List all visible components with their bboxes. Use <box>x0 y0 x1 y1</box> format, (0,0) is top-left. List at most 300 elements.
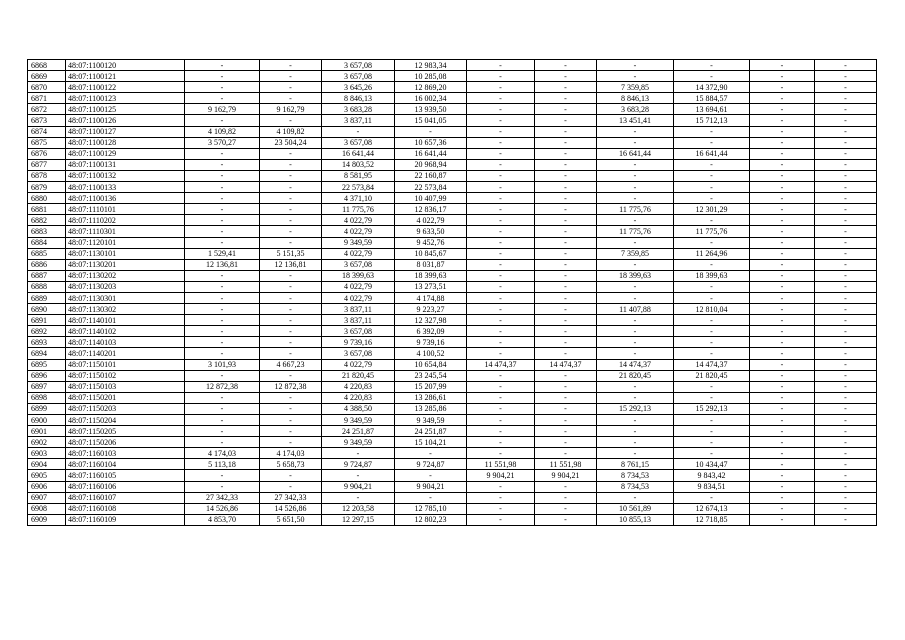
cell-value-col-9: - <box>750 326 815 337</box>
cell-value-col-8: 14 372,90 <box>674 82 750 93</box>
cell-value-col-8: - <box>674 215 750 226</box>
cell-value-col-6: - <box>535 281 597 292</box>
cell-value-col-1: - <box>185 370 260 381</box>
cell-value-col-10: - <box>815 426 877 437</box>
cell-value-col-4: 8 031,87 <box>395 259 467 270</box>
table-row <box>28 104 877 115</box>
cell-value-col-6: - <box>535 270 597 281</box>
table-row <box>28 359 877 370</box>
cell-value-col-9: - <box>750 292 815 303</box>
cadastral-value-table <box>27 59 877 526</box>
cell-value-col-5: 9 904,21 <box>467 470 535 481</box>
cell-row-number: 6905 <box>28 470 66 481</box>
cell-cadastral-number: 48:07:1150102 <box>66 370 185 381</box>
cell-value-col-6: - <box>535 148 597 159</box>
table-row <box>28 193 877 204</box>
table-row <box>28 337 877 348</box>
cell-row-number: 6875 <box>28 137 66 148</box>
cell-value-col-3: 3 645,26 <box>322 82 395 93</box>
cell-value-col-4: 10 845,67 <box>395 248 467 259</box>
cell-value-col-4: 9 724,87 <box>395 459 467 470</box>
cell-value-col-2: - <box>260 292 322 303</box>
cell-value-col-10: - <box>815 82 877 93</box>
cell-value-col-5: - <box>467 115 535 126</box>
cell-value-col-1: - <box>185 182 260 193</box>
cell-value-col-2: - <box>260 370 322 381</box>
cell-value-col-3: - <box>322 492 395 503</box>
table-row <box>28 403 877 414</box>
cell-row-number: 6880 <box>28 193 66 204</box>
cell-value-col-2: - <box>260 403 322 414</box>
cell-row-number: 6876 <box>28 148 66 159</box>
cell-value-col-2: 12 872,38 <box>260 381 322 392</box>
cell-value-col-6: - <box>535 503 597 514</box>
cell-value-col-9: - <box>750 237 815 248</box>
cell-cadastral-number: 48:07:1110202 <box>66 215 185 226</box>
cell-cadastral-number: 48:07:1160103 <box>66 448 185 459</box>
cell-value-col-4: 12 983,34 <box>395 60 467 71</box>
cell-value-col-5: - <box>467 60 535 71</box>
cell-value-col-1: - <box>185 204 260 215</box>
cell-row-number: 6898 <box>28 392 66 403</box>
cell-value-col-1: - <box>185 426 260 437</box>
cell-value-col-5: - <box>467 514 535 525</box>
cell-value-col-3: 3 837,11 <box>322 315 395 326</box>
cell-value-col-5: 11 551,98 <box>467 459 535 470</box>
cell-value-col-8: 12 718,85 <box>674 514 750 525</box>
cell-cadastral-number: 48:07:1140201 <box>66 348 185 359</box>
cell-value-col-5: - <box>467 193 535 204</box>
table-row <box>28 492 877 503</box>
cell-value-col-8: 15 884,57 <box>674 93 750 104</box>
cell-value-col-8: 11 264,96 <box>674 248 750 259</box>
cell-value-col-4: 9 223,27 <box>395 304 467 315</box>
cell-value-col-3: 12 297,15 <box>322 514 395 525</box>
cell-cadastral-number: 48:07:1160104 <box>66 459 185 470</box>
cell-value-col-3: 18 399,63 <box>322 270 395 281</box>
cell-value-col-7: - <box>597 126 674 137</box>
table-row <box>28 437 877 448</box>
cell-value-col-8: - <box>674 237 750 248</box>
cell-value-col-1: 3 101,93 <box>185 359 260 370</box>
cell-cadastral-number: 48:07:1130101 <box>66 248 185 259</box>
cell-value-col-6: - <box>535 415 597 426</box>
cell-value-col-10: - <box>815 437 877 448</box>
cell-value-col-2: - <box>260 415 322 426</box>
cell-value-col-3: 4 220,83 <box>322 392 395 403</box>
cell-row-number: 6883 <box>28 226 66 237</box>
table-row <box>28 470 877 481</box>
cell-value-col-9: - <box>750 381 815 392</box>
cell-value-col-1: - <box>185 82 260 93</box>
cell-value-col-2: - <box>260 392 322 403</box>
cell-value-col-8: 13 694,61 <box>674 104 750 115</box>
cell-value-col-7: 3 683,28 <box>597 104 674 115</box>
table-row <box>28 270 877 281</box>
cell-value-col-8: 12 301,29 <box>674 204 750 215</box>
cell-value-col-9: - <box>750 459 815 470</box>
cell-value-col-2: - <box>260 226 322 237</box>
table-row <box>28 226 877 237</box>
cell-cadastral-number: 48:07:1100122 <box>66 82 185 93</box>
cell-value-col-6: - <box>535 237 597 248</box>
cell-value-col-10: - <box>815 304 877 315</box>
cell-value-col-6: - <box>535 60 597 71</box>
cell-value-col-7: 7 359,85 <box>597 248 674 259</box>
table-row <box>28 348 877 359</box>
cell-value-col-3: 3 837,11 <box>322 304 395 315</box>
cell-row-number: 6896 <box>28 370 66 381</box>
cell-value-col-6: - <box>535 126 597 137</box>
cell-value-col-9: - <box>750 215 815 226</box>
cell-value-col-4: 22 160,87 <box>395 170 467 181</box>
cell-value-col-5: - <box>467 315 535 326</box>
cell-value-col-4: 15 104,21 <box>395 437 467 448</box>
cell-value-col-10: - <box>815 248 877 259</box>
cell-value-col-8: - <box>674 337 750 348</box>
cell-value-col-10: - <box>815 215 877 226</box>
cell-value-col-3: 12 203,58 <box>322 503 395 514</box>
cell-value-col-3: 9 349,59 <box>322 415 395 426</box>
cell-value-col-9: - <box>750 403 815 414</box>
cell-value-col-3: 9 724,87 <box>322 459 395 470</box>
cell-value-col-4: 24 251,87 <box>395 426 467 437</box>
cell-value-col-9: - <box>750 137 815 148</box>
cell-row-number: 6869 <box>28 71 66 82</box>
cell-cadastral-number: 48:07:1100133 <box>66 182 185 193</box>
cell-row-number: 6908 <box>28 503 66 514</box>
cell-value-col-6: - <box>535 370 597 381</box>
cell-value-col-5: - <box>467 415 535 426</box>
table-row <box>28 82 877 93</box>
cell-value-col-5: - <box>467 370 535 381</box>
cell-value-col-4: 6 392,09 <box>395 326 467 337</box>
cell-value-col-2: - <box>260 82 322 93</box>
cell-value-col-2: 5 151,35 <box>260 248 322 259</box>
cell-value-col-3: 14 803,52 <box>322 159 395 170</box>
cell-value-col-9: - <box>750 71 815 82</box>
cell-row-number: 6899 <box>28 403 66 414</box>
cell-value-col-5: - <box>467 71 535 82</box>
cell-value-col-2: - <box>260 470 322 481</box>
cell-value-col-2: 4 174,03 <box>260 448 322 459</box>
cell-value-col-10: - <box>815 481 877 492</box>
cell-cadastral-number: 48:07:1150201 <box>66 392 185 403</box>
cell-cadastral-number: 48:07:1100120 <box>66 60 185 71</box>
table-row <box>28 248 877 259</box>
cell-value-col-3: 4 022,79 <box>322 215 395 226</box>
cell-value-col-5: - <box>467 492 535 503</box>
table-row <box>28 182 877 193</box>
cell-value-col-3: 3 657,08 <box>322 71 395 82</box>
cell-value-col-7: - <box>597 193 674 204</box>
cell-value-col-7: 14 474,37 <box>597 359 674 370</box>
table-row <box>28 370 877 381</box>
cell-value-col-4: 9 904,21 <box>395 481 467 492</box>
cell-value-col-8: - <box>674 182 750 193</box>
cell-value-col-10: - <box>815 348 877 359</box>
cell-value-col-4: 10 407,99 <box>395 193 467 204</box>
cell-value-col-7: - <box>597 237 674 248</box>
cell-value-col-7: 8 734,53 <box>597 481 674 492</box>
cell-row-number: 6904 <box>28 459 66 470</box>
cell-value-col-5: - <box>467 148 535 159</box>
cell-value-col-10: - <box>815 137 877 148</box>
cell-value-col-7: 11 407,88 <box>597 304 674 315</box>
cell-value-col-1: - <box>185 226 260 237</box>
cell-value-col-8: 11 775,76 <box>674 226 750 237</box>
cell-value-col-3: 11 775,76 <box>322 204 395 215</box>
cell-cadastral-number: 48:07:1100125 <box>66 104 185 115</box>
cell-row-number: 6873 <box>28 115 66 126</box>
cell-value-col-10: - <box>815 415 877 426</box>
cell-value-col-6: 14 474,37 <box>535 359 597 370</box>
cell-value-col-6: - <box>535 315 597 326</box>
cell-value-col-9: - <box>750 337 815 348</box>
cell-value-col-9: - <box>750 226 815 237</box>
cell-value-col-7: 8 761,15 <box>597 459 674 470</box>
cell-value-col-3: - <box>322 448 395 459</box>
cell-value-col-5: - <box>467 159 535 170</box>
cell-value-col-9: - <box>750 503 815 514</box>
cell-row-number: 6906 <box>28 481 66 492</box>
cell-value-col-2: 27 342,33 <box>260 492 322 503</box>
cell-value-col-9: - <box>750 481 815 492</box>
cell-value-col-7: - <box>597 159 674 170</box>
cell-value-col-4: 20 968,94 <box>395 159 467 170</box>
cell-value-col-3: 3 837,11 <box>322 115 395 126</box>
cell-value-col-9: - <box>750 415 815 426</box>
cell-cadastral-number: 48:07:1130202 <box>66 270 185 281</box>
cell-value-col-10: - <box>815 514 877 525</box>
cell-value-col-6: - <box>535 348 597 359</box>
cell-value-col-10: - <box>815 193 877 204</box>
cell-row-number: 6877 <box>28 159 66 170</box>
cell-value-col-2: - <box>260 426 322 437</box>
cell-value-col-4: 10 285,08 <box>395 71 467 82</box>
cell-value-col-7: 13 451,41 <box>597 115 674 126</box>
cell-value-col-4: 13 273,51 <box>395 281 467 292</box>
table-row <box>28 503 877 514</box>
cell-value-col-9: - <box>750 248 815 259</box>
cell-value-col-3: 3 657,08 <box>322 259 395 270</box>
cell-value-col-3: 9 349,59 <box>322 437 395 448</box>
cell-value-col-1: - <box>185 281 260 292</box>
cell-row-number: 6878 <box>28 170 66 181</box>
cell-cadastral-number: 48:07:1130201 <box>66 259 185 270</box>
cell-value-col-6: - <box>535 492 597 503</box>
cell-value-col-7: 18 399,63 <box>597 270 674 281</box>
cell-value-col-1: 12 872,38 <box>185 381 260 392</box>
cell-value-col-4: - <box>395 492 467 503</box>
cell-row-number: 6868 <box>28 60 66 71</box>
table-row <box>28 304 877 315</box>
cell-value-col-6: - <box>535 204 597 215</box>
cell-value-col-5: - <box>467 137 535 148</box>
cell-value-col-3: 3 657,08 <box>322 60 395 71</box>
table-row <box>28 159 877 170</box>
cell-value-col-5: - <box>467 82 535 93</box>
cell-value-col-2: - <box>260 93 322 104</box>
cell-value-col-6: - <box>535 182 597 193</box>
cell-value-col-6: 11 551,98 <box>535 459 597 470</box>
table-row <box>28 426 877 437</box>
cell-value-col-2: 5 658,73 <box>260 459 322 470</box>
cell-value-col-5: - <box>467 237 535 248</box>
cell-value-col-2: 4 667,23 <box>260 359 322 370</box>
table-row <box>28 71 877 82</box>
cell-value-col-4: 4 022,79 <box>395 215 467 226</box>
cell-value-col-5: - <box>467 170 535 181</box>
cell-cadastral-number: 48:07:1140103 <box>66 337 185 348</box>
cell-value-col-2: - <box>260 182 322 193</box>
cell-value-col-8: - <box>674 170 750 181</box>
cell-value-col-9: - <box>750 315 815 326</box>
cell-value-col-4: 12 785,10 <box>395 503 467 514</box>
cell-value-col-6: - <box>535 259 597 270</box>
table-row <box>28 237 877 248</box>
cell-value-col-1: - <box>185 326 260 337</box>
cell-value-col-2: 23 504,24 <box>260 137 322 148</box>
cell-value-col-9: - <box>750 82 815 93</box>
cell-value-col-9: - <box>750 204 815 215</box>
cell-value-col-7: - <box>597 437 674 448</box>
cell-value-col-2: 5 651,50 <box>260 514 322 525</box>
cell-cadastral-number: 48:07:1150205 <box>66 426 185 437</box>
cell-value-col-8: 9 834,51 <box>674 481 750 492</box>
cell-value-col-5: - <box>467 126 535 137</box>
cell-value-col-8: - <box>674 126 750 137</box>
cell-cadastral-number: 48:07:1140102 <box>66 326 185 337</box>
cell-value-col-1: - <box>185 481 260 492</box>
cell-cadastral-number: 48:07:1100126 <box>66 115 185 126</box>
cell-value-col-7: 21 820,45 <box>597 370 674 381</box>
cell-value-col-4: 9 633,50 <box>395 226 467 237</box>
cell-value-col-1: - <box>185 348 260 359</box>
cell-cadastral-number: 48:07:1150206 <box>66 437 185 448</box>
cell-value-col-5: - <box>467 403 535 414</box>
cell-value-col-8: 14 474,37 <box>674 359 750 370</box>
cell-value-col-8: - <box>674 448 750 459</box>
cell-value-col-2: - <box>260 337 322 348</box>
cell-value-col-1: - <box>185 93 260 104</box>
cell-value-col-1: - <box>185 148 260 159</box>
cell-value-col-2: - <box>260 281 322 292</box>
cell-value-col-6: - <box>535 392 597 403</box>
cell-value-col-1: 4 109,82 <box>185 126 260 137</box>
cell-value-col-2: - <box>260 159 322 170</box>
cell-value-col-5: - <box>467 270 535 281</box>
cell-value-col-10: - <box>815 148 877 159</box>
cell-cadastral-number: 48:07:1130203 <box>66 281 185 292</box>
cell-value-col-1: - <box>185 60 260 71</box>
cell-value-col-7: 15 292,13 <box>597 403 674 414</box>
cell-value-col-7: - <box>597 348 674 359</box>
cell-value-col-9: - <box>750 426 815 437</box>
cell-row-number: 6871 <box>28 93 66 104</box>
table-row <box>28 326 877 337</box>
cell-value-col-5: 14 474,37 <box>467 359 535 370</box>
cell-row-number: 6893 <box>28 337 66 348</box>
cell-value-col-5: - <box>467 259 535 270</box>
cell-row-number: 6890 <box>28 304 66 315</box>
cell-value-col-3: 22 573,84 <box>322 182 395 193</box>
cell-value-col-8: 16 641,44 <box>674 148 750 159</box>
cell-cadastral-number: 48:07:1160107 <box>66 492 185 503</box>
cell-row-number: 6887 <box>28 270 66 281</box>
cell-value-col-6: 9 904,21 <box>535 470 597 481</box>
cell-value-col-7: - <box>597 415 674 426</box>
cell-value-col-2: 9 162,79 <box>260 104 322 115</box>
cell-value-col-8: 12 810,04 <box>674 304 750 315</box>
cell-value-col-3: 4 022,79 <box>322 292 395 303</box>
cell-row-number: 6884 <box>28 237 66 248</box>
cell-cadastral-number: 48:07:1100131 <box>66 159 185 170</box>
cell-value-col-2: - <box>260 204 322 215</box>
cell-value-col-7: - <box>597 448 674 459</box>
cell-value-col-4: 12 327,98 <box>395 315 467 326</box>
cell-value-col-4: 13 285,86 <box>395 403 467 414</box>
cell-value-col-1: 14 526,86 <box>185 503 260 514</box>
cell-value-col-3: 3 657,08 <box>322 326 395 337</box>
cell-value-col-4: 15 207,99 <box>395 381 467 392</box>
cell-row-number: 6892 <box>28 326 66 337</box>
cell-value-col-7: - <box>597 337 674 348</box>
table-row <box>28 392 877 403</box>
cell-value-col-8: - <box>674 326 750 337</box>
table-row <box>28 170 877 181</box>
cell-value-col-5: - <box>467 292 535 303</box>
table-row <box>28 115 877 126</box>
cell-value-col-1: - <box>185 292 260 303</box>
cell-value-col-9: - <box>750 126 815 137</box>
cell-value-col-10: - <box>815 170 877 181</box>
cell-row-number: 6907 <box>28 492 66 503</box>
cell-value-col-1: - <box>185 437 260 448</box>
cell-value-col-2: 12 136,81 <box>260 259 322 270</box>
cell-value-col-2: - <box>260 348 322 359</box>
cell-value-col-8: - <box>674 381 750 392</box>
cell-row-number: 6897 <box>28 381 66 392</box>
cell-row-number: 6888 <box>28 281 66 292</box>
cell-row-number: 6885 <box>28 248 66 259</box>
cell-value-col-2: - <box>260 148 322 159</box>
cell-value-col-2: 4 109,82 <box>260 126 322 137</box>
cell-value-col-6: - <box>535 292 597 303</box>
cell-value-col-7: 11 775,76 <box>597 226 674 237</box>
cell-row-number: 6879 <box>28 182 66 193</box>
cell-cadastral-number: 48:07:1130301 <box>66 292 185 303</box>
cell-row-number: 6886 <box>28 259 66 270</box>
cell-value-col-10: - <box>815 337 877 348</box>
cell-value-col-9: - <box>750 93 815 104</box>
cell-value-col-9: - <box>750 60 815 71</box>
cell-value-col-4: 9 739,16 <box>395 337 467 348</box>
cell-value-col-6: - <box>535 448 597 459</box>
cell-value-col-8: 21 820,45 <box>674 370 750 381</box>
cell-value-col-8: - <box>674 315 750 326</box>
cell-value-col-3: 9 904,21 <box>322 481 395 492</box>
cell-value-col-10: - <box>815 492 877 503</box>
cell-value-col-2: - <box>260 115 322 126</box>
cell-cadastral-number: 48:07:1150203 <box>66 403 185 414</box>
cell-value-col-10: - <box>815 470 877 481</box>
cell-value-col-2: - <box>260 170 322 181</box>
cell-value-col-10: - <box>815 204 877 215</box>
cell-row-number: 6901 <box>28 426 66 437</box>
cell-value-col-7: 8 734,53 <box>597 470 674 481</box>
cell-value-col-1: - <box>185 337 260 348</box>
